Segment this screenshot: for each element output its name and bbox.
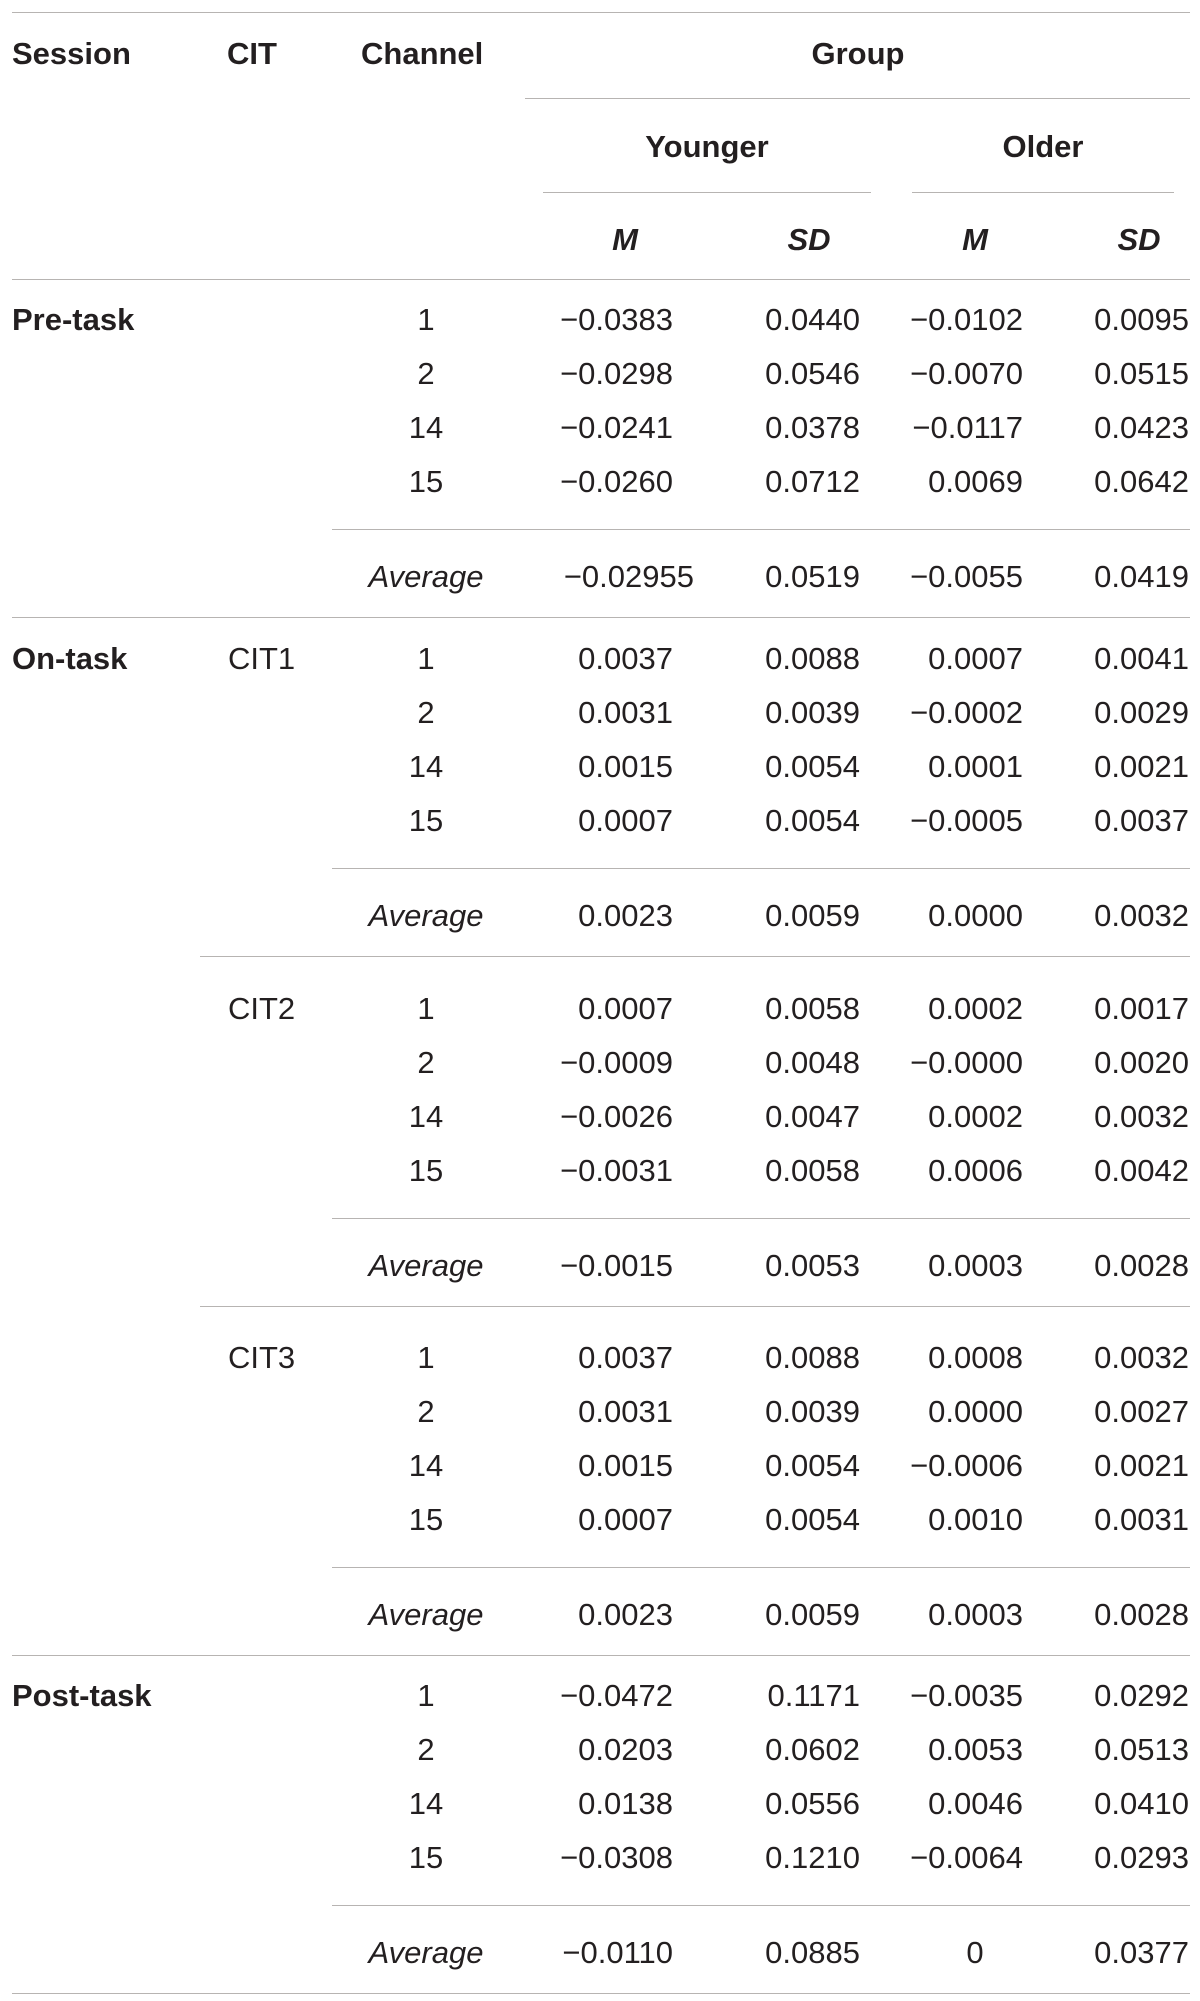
channel-cell: 14 [408, 749, 444, 784]
older-m-cell: −0.0035 [910, 1678, 1023, 1713]
average-older-m: −0.0055 [910, 559, 1023, 594]
older-m-cell: −0.0000 [910, 1045, 1023, 1080]
channel-cell: 2 [417, 695, 435, 730]
average-older-m: 0.0000 [928, 898, 1023, 933]
younger-m-cell: −0.0472 [560, 1678, 673, 1713]
younger-sd-cell: 0.0440 [765, 302, 860, 337]
channel-cell: 1 [417, 302, 435, 337]
older-sd-cell: 0.0029 [1094, 695, 1189, 730]
younger-sd-cell: 0.0047 [765, 1099, 860, 1134]
younger-sd-cell: 0.0054 [765, 1448, 860, 1483]
older-m-cell: 0.0069 [928, 464, 1023, 499]
cit-rule [200, 1306, 1190, 1307]
header-channel: Channel [361, 36, 484, 71]
header-younger: Younger [645, 129, 769, 164]
channel-cell: 2 [417, 1394, 435, 1429]
older-sd-cell: 0.0021 [1094, 749, 1189, 784]
average-older-m: 0 [966, 1935, 984, 1970]
average-younger-sd: 0.0885 [765, 1935, 860, 1970]
average-label: Average [368, 898, 484, 933]
cit-label: CIT1 [228, 641, 296, 676]
block-rule [12, 617, 1190, 618]
older-rule [912, 192, 1174, 193]
block-rule [12, 1655, 1190, 1656]
header-older-m: M [962, 222, 988, 257]
older-sd-cell: 0.0513 [1094, 1732, 1189, 1767]
younger-m-cell: −0.0241 [560, 410, 673, 445]
older-m-cell: −0.0102 [910, 302, 1023, 337]
older-sd-cell: 0.0095 [1094, 302, 1189, 337]
average-label: Average [368, 559, 484, 594]
average-younger-sd: 0.0519 [765, 559, 860, 594]
older-sd-cell: 0.0410 [1094, 1786, 1189, 1821]
channel-cell: 15 [408, 464, 444, 499]
older-sd-cell: 0.0042 [1094, 1153, 1189, 1188]
younger-sd-cell: 0.0088 [765, 1340, 860, 1375]
younger-m-cell: −0.0260 [560, 464, 673, 499]
older-sd-cell: 0.0032 [1094, 1340, 1189, 1375]
channel-cell: 14 [408, 1099, 444, 1134]
channel-cell: 1 [417, 991, 435, 1026]
younger-m-cell: 0.0203 [578, 1732, 673, 1767]
header-group: Group [811, 36, 905, 71]
channel-cell: 15 [408, 1153, 444, 1188]
header-cit: CIT [227, 36, 277, 71]
cit-rule [200, 956, 1190, 957]
younger-sd-cell: 0.0088 [765, 641, 860, 676]
older-sd-cell: 0.0293 [1094, 1840, 1189, 1875]
younger-m-cell: 0.0037 [578, 1340, 673, 1375]
older-sd-cell: 0.0017 [1094, 991, 1189, 1026]
older-m-cell: 0.0053 [928, 1732, 1023, 1767]
average-older-sd: 0.0028 [1094, 1597, 1189, 1632]
younger-sd-cell: 0.0048 [765, 1045, 860, 1080]
header-bottom-rule [12, 279, 1190, 280]
header-session: Session [12, 36, 131, 71]
channel-cell: 15 [408, 1502, 444, 1537]
average-rule [332, 868, 1190, 869]
average-label: Average [368, 1248, 484, 1283]
younger-sd-cell: 0.0712 [765, 464, 860, 499]
average-older-m: 0.0003 [928, 1597, 1023, 1632]
channel-cell: 1 [417, 641, 435, 676]
younger-sd-cell: 0.0058 [765, 991, 860, 1026]
older-sd-cell: 0.0032 [1094, 1099, 1189, 1134]
older-m-cell: 0.0006 [928, 1153, 1023, 1188]
cit-label: CIT3 [228, 1340, 296, 1375]
table-top-rule [12, 12, 1190, 13]
younger-m-cell: 0.0015 [578, 1448, 673, 1483]
older-sd-cell: 0.0037 [1094, 803, 1189, 838]
older-m-cell: 0.0010 [928, 1502, 1023, 1537]
cit-label: CIT2 [228, 991, 296, 1026]
average-rule [332, 1905, 1190, 1906]
block-rule [12, 1993, 1190, 1994]
younger-sd-cell: 0.0054 [765, 749, 860, 784]
older-sd-cell: 0.0031 [1094, 1502, 1189, 1537]
younger-m-cell: −0.0308 [560, 1840, 673, 1875]
header-older-sd: SD [1117, 222, 1161, 257]
older-m-cell: 0.0002 [928, 991, 1023, 1026]
average-younger-sd: 0.0053 [765, 1248, 860, 1283]
older-m-cell: 0.0002 [928, 1099, 1023, 1134]
header-younger-m: M [612, 222, 638, 257]
average-younger-m: −0.0015 [560, 1248, 673, 1283]
older-m-cell: 0.0008 [928, 1340, 1023, 1375]
older-m-cell: −0.0117 [912, 410, 1023, 445]
group-rule [525, 98, 1190, 99]
older-m-cell: −0.0064 [910, 1840, 1023, 1875]
older-m-cell: −0.0005 [910, 803, 1023, 838]
channel-cell: 15 [408, 803, 444, 838]
older-m-cell: −0.0006 [910, 1448, 1023, 1483]
session-label: On-task [12, 641, 128, 676]
younger-sd-cell: 0.0058 [765, 1153, 860, 1188]
header-younger-sd: SD [787, 222, 831, 257]
older-m-cell: 0.0007 [928, 641, 1023, 676]
younger-sd-cell: 0.0556 [765, 1786, 860, 1821]
younger-sd-cell: 0.0054 [765, 1502, 860, 1537]
older-m-cell: −0.0070 [910, 356, 1023, 391]
channel-cell: 1 [417, 1340, 435, 1375]
average-younger-m: −0.02955 [563, 559, 694, 594]
older-m-cell: 0.0001 [928, 749, 1023, 784]
average-older-m: 0.0003 [928, 1248, 1023, 1283]
younger-m-cell: −0.0298 [560, 356, 673, 391]
channel-cell: 14 [408, 1786, 444, 1821]
older-m-cell: 0.0000 [928, 1394, 1023, 1429]
average-rule [332, 529, 1190, 530]
average-younger-m: −0.0110 [562, 1935, 673, 1970]
channel-cell: 1 [417, 1678, 435, 1713]
average-label: Average [368, 1597, 484, 1632]
older-sd-cell: 0.0021 [1094, 1448, 1189, 1483]
average-label: Average [368, 1935, 484, 1970]
younger-sd-cell: 0.0039 [765, 1394, 860, 1429]
older-sd-cell: 0.0041 [1094, 641, 1189, 676]
younger-m-cell: 0.0031 [578, 695, 673, 730]
channel-cell: 14 [408, 1448, 444, 1483]
younger-sd-cell: 0.1210 [765, 1840, 860, 1875]
older-sd-cell: 0.0642 [1094, 464, 1189, 499]
average-younger-m: 0.0023 [578, 1597, 673, 1632]
header-older: Older [1002, 129, 1084, 164]
channel-cell: 2 [417, 1732, 435, 1767]
younger-m-cell: −0.0026 [560, 1099, 673, 1134]
younger-m-cell: 0.0037 [578, 641, 673, 676]
average-older-sd: 0.0032 [1094, 898, 1189, 933]
older-sd-cell: 0.0027 [1094, 1394, 1189, 1429]
older-m-cell: 0.0046 [928, 1786, 1023, 1821]
younger-m-cell: −0.0383 [560, 302, 673, 337]
younger-m-cell: 0.0007 [578, 1502, 673, 1537]
average-older-sd: 0.0419 [1094, 559, 1189, 594]
younger-sd-cell: 0.0546 [765, 356, 860, 391]
channel-cell: 2 [417, 356, 435, 391]
younger-sd-cell: 0.1171 [767, 1678, 860, 1713]
younger-sd-cell: 0.0378 [765, 410, 860, 445]
average-younger-sd: 0.0059 [765, 1597, 860, 1632]
average-older-sd: 0.0028 [1094, 1248, 1189, 1283]
younger-m-cell: −0.0009 [560, 1045, 673, 1080]
average-rule [332, 1218, 1190, 1219]
younger-sd-cell: 0.0039 [765, 695, 860, 730]
younger-m-cell: 0.0031 [578, 1394, 673, 1429]
younger-rule [543, 192, 871, 193]
average-rule [332, 1567, 1190, 1568]
younger-m-cell: 0.0138 [578, 1786, 673, 1821]
average-younger-sd: 0.0059 [765, 898, 860, 933]
channel-cell: 15 [408, 1840, 444, 1875]
older-m-cell: −0.0002 [910, 695, 1023, 730]
channel-cell: 14 [408, 410, 444, 445]
younger-sd-cell: 0.0054 [765, 803, 860, 838]
older-sd-cell: 0.0292 [1094, 1678, 1189, 1713]
channel-cell: 2 [417, 1045, 435, 1080]
older-sd-cell: 0.0515 [1094, 356, 1189, 391]
average-younger-m: 0.0023 [578, 898, 673, 933]
older-sd-cell: 0.0423 [1094, 410, 1189, 445]
younger-sd-cell: 0.0602 [765, 1732, 860, 1767]
older-sd-cell: 0.0020 [1094, 1045, 1189, 1080]
younger-m-cell: −0.0031 [560, 1153, 673, 1188]
session-label: Pre-task [12, 302, 135, 337]
session-label: Post-task [12, 1678, 152, 1713]
average-older-sd: 0.0377 [1094, 1935, 1189, 1970]
younger-m-cell: 0.0007 [578, 991, 673, 1026]
younger-m-cell: 0.0007 [578, 803, 673, 838]
younger-m-cell: 0.0015 [578, 749, 673, 784]
